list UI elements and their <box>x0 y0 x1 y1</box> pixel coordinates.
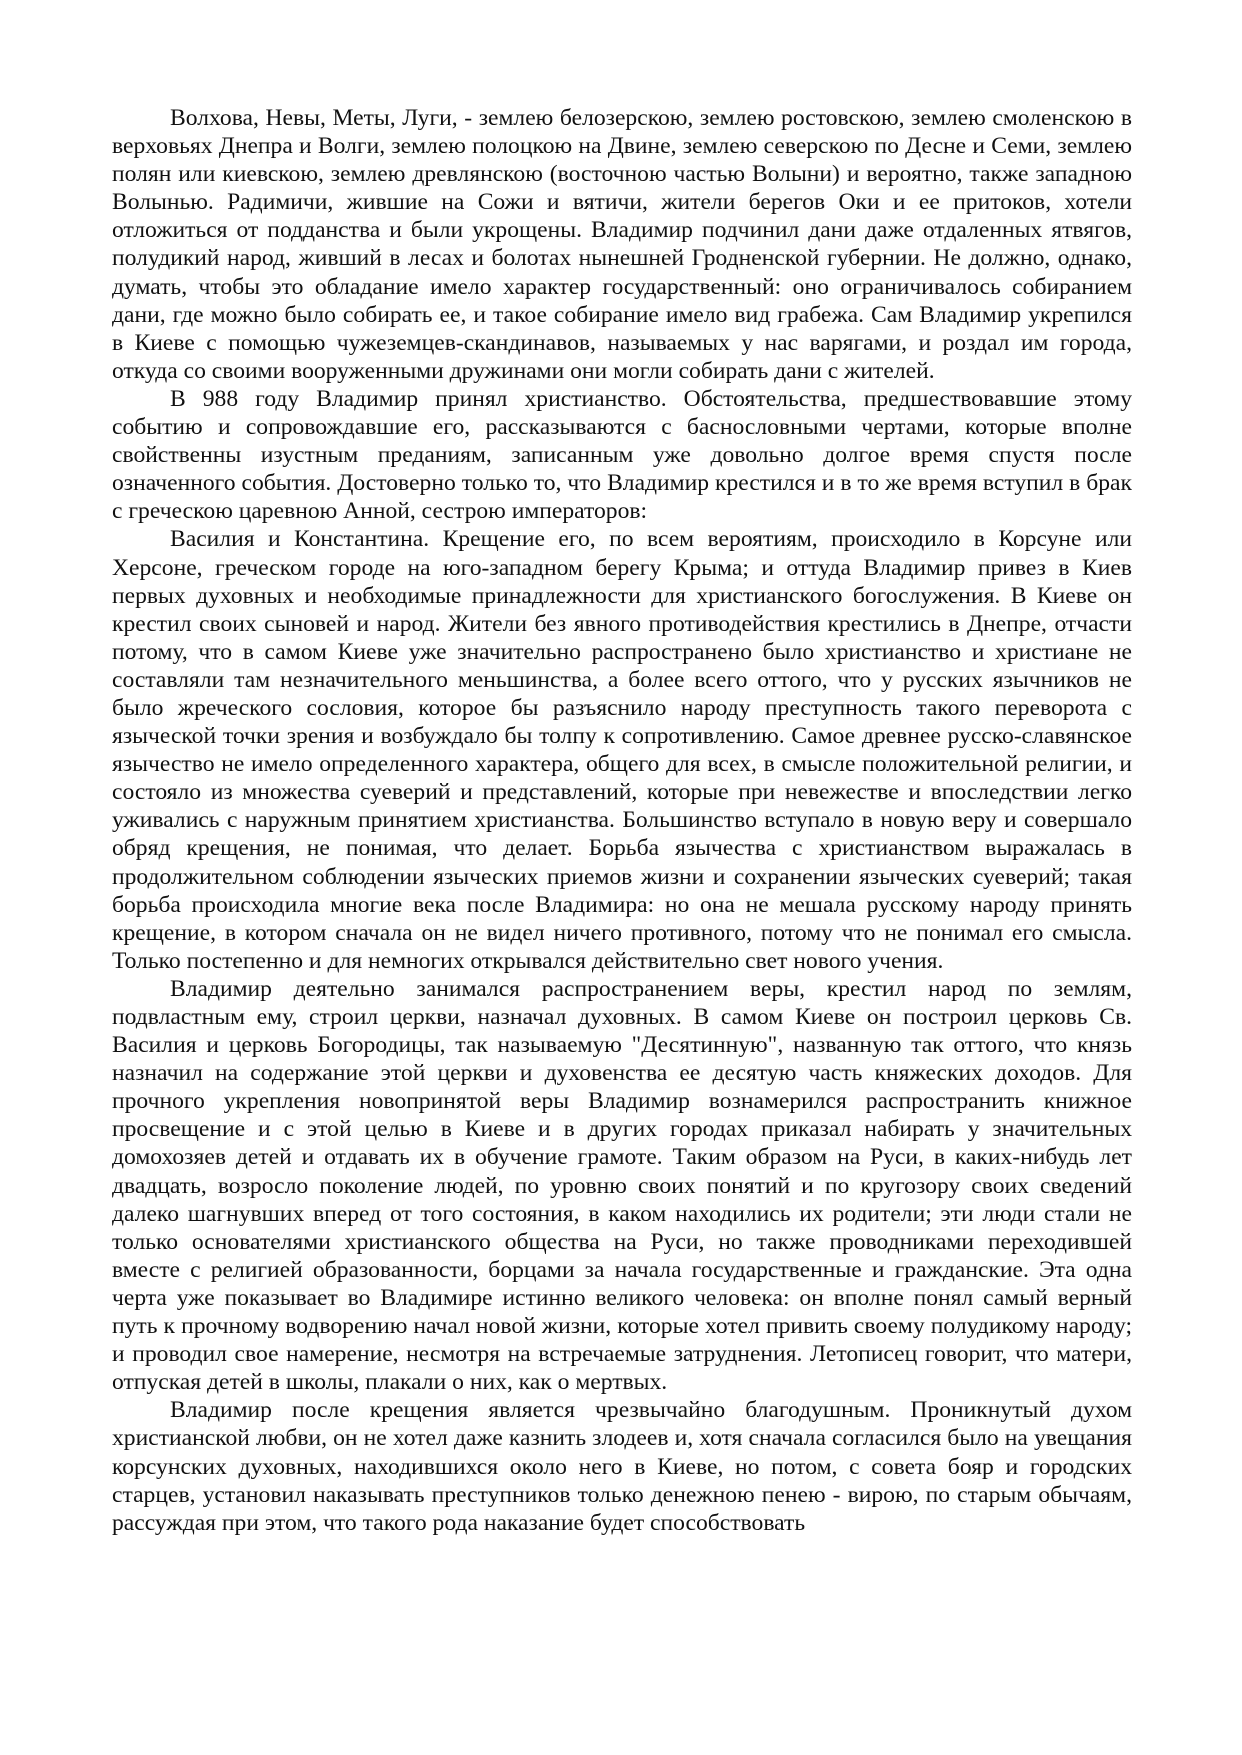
paragraph-4: Владимир деятельно занимался распространением веры, крестил народ по землям, подвластным ему, строил церкви, назначал духовных. В самом Киеве он построил церковь Св. Василия и церковь Богородицы, так называемую "Десятинную", названную так оттого, что князь назначил на содержание этой церкви и духовенства ее десятую часть княжеских доходов. Для прочного укрепления новопринятой веры Владимир вознамерился распространить книжное просвещение и с этой целью в Киеве и в других городах приказал набирать у значительных домохозяев детей и отдавать их в обучение грамоте. Таким образом на Руси, в каких-нибудь лет двадцать, возросло поколение людей, по уровню своих понятий и по кругозору своих сведений далеко шагнувших вперед от того состояния, в каком находились их родители; эти люди стали не только основателями христианского общества на Руси, но также проводниками переходившей вместе с религией образованности, борцами за начала государственные и гражданские. Эта одна черта уже показывает во Владимире истинно великого человека: он вполне понял самый верный путь к прочному водворению начал новой жизни, которые хотел привить своему полудикому народу; и проводил свое намерение, несмотря на встречаемые затруднения. Летописец говорит, что матери, отпуская детей в школы, плакали о них, как о мертвых. <box>112 975 1132 1396</box>
paragraph-1: Волхова, Невы, Меты, Луги, - землею белозерскою, землею ростовскою, землею смоленскою в верховьях Днепра и Волги, землею полоцкою на Двине, землею северскою по Десне и Семи, землею полян или киевскою, землею древлянскою (восточною частью Волыни) и вероятно, также западною Волынью. Радимичи, жившие на Сожи и вятичи, жители берегов Оки и ее притоков, хотели отложиться от подданства и были укрощены. Владимир подчинил дани даже отдаленных ятвягов, полудикий народ, живший в лесах и болотах нынешней Гродненской губернии. Не должно, однако, думать, чтобы это обладание имело характер государственный: оно ограничивалось собиранием дани, где можно было собирать ее, и такое собирание имело вид грабежа. Сам Владимир укрепился в Киеве с помощью чужеземцев-скандинавов, называемых у нас варягами, и роздал им города, откуда со своими вооруженными дружинами они могли собирать дани с жителей. <box>112 105 1132 384</box>
paragraph-2: В 988 году Владимир принял христианство. Обстоятельства, предшествовавшие этому событию и сопровождавшие его, рассказываются с баснословными чертами, которые вполне свойственны изустным преданиям, записанным уже довольно долгое время спустя после означенного события. Достоверно только то, что Владимир крестился и в то же время вступил в брак с греческою царевною Анной, сестрою императоров: <box>112 385 1132 525</box>
paragraph-5: Владимир после крещения является чрезвычайно благодушным. Проникнутый духом христианской любви, он не хотел даже казнить злодеев и, хотя сначала согласился было на увещания корсунских духовных, находившихся около него в Киеве, но потом, с совета бояр и городских старцев, установил наказывать преступников только денежною пенею - вирою, по старым обычаям, рассуждая при этом, что такого рода наказание будет способствовать <box>112 1397 1132 1536</box>
paragraph-3: Василия и Константина. Крещение его, по всем вероятиям, происходило в Корсуне или Херсоне, греческом городе на юго-западном берегу Крыма; и оттуда Владимир привез в Киев первых духовных и необходимые принадлежности для христианского богослужения. В Киеве он крестил своих сыновей и народ. Жители без явного противодействия крестились в Днепре, отчасти потому, что в самом Киеве уже значительно распространено было христианство и христиане не составляли там незначительного меньшинства, а более всего оттого, что у русских язычников не было жреческого сословия, которое бы разъяснило народу преступность такого переворота с языческой точки зрения и возбуждало бы толпу к сопротивлению. Самое древнее русско-славянское язычество не имело определенного характера, общего для всех, в смысле положительной религии, и состояло из множества суеверий и представлений, которые при невежестве и впоследствии легко уживались с наружным принятием христианства. Большинство вступало в новую веру и совершало обряд крещения, не понимая, что делает. Борьба язычества с христианством выражалась в продолжительном соблюдении языческих приемов жизни и сохранении языческих суеверий; такая борьба происходила многие века после Владимира: но она не мешала русскому народу принять крещение, в котором сначала он не видел ничего противного, потому что не понимал его смысла. Только постепенно и для немногих открывался действительно свет нового учения. <box>112 526 1132 974</box>
document-page <box>112 104 1132 1537</box>
